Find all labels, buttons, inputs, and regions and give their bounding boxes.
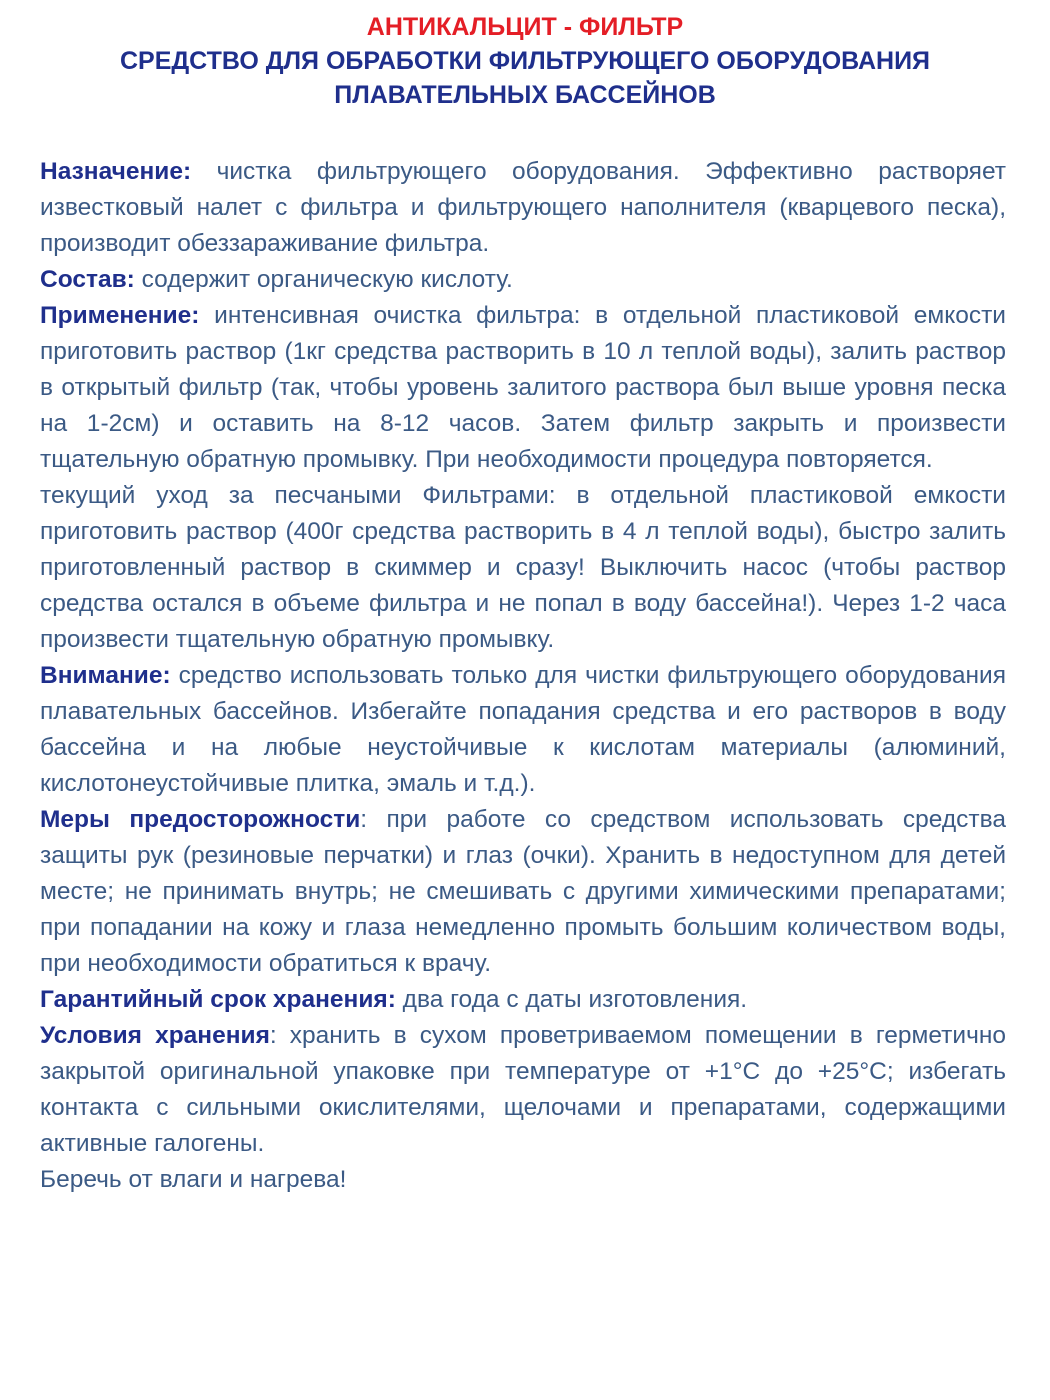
usage-text: интенсивная очистка фильтра: в отдельной пластиковой емкости приготовить раствор (1кг средства растворить в 10 л теплой воды), залить раствор в открытый фильтр (так, чтобы уровень залитого раствора был выше уровня песка на 1-2см) и оставить на 8-12 часов. Затем фильтр закрыть и произвести тщательную обратную промывку. При необходимости процедура повторяется. <box>40 302 1006 473</box>
usage-label: Применение: <box>40 302 200 329</box>
precautions-colon: : <box>360 806 368 833</box>
purpose-paragraph <box>40 154 1006 262</box>
storage-text: хранить в сухом проветриваемом помещении в герметично закрытой оригинальной упаковке при температуре от +1°С до +25°С; избегать контакта с сильными окислителями, щелочами и препаратами, содержащими активные галогены. <box>40 1022 1006 1157</box>
usage-paragraph <box>40 298 1006 478</box>
storage-note: Беречь от влаги и нагрева! <box>40 1166 347 1193</box>
warning-paragraph <box>40 658 1006 802</box>
warning-text: средство использовать только для чистки фильтрующего оборудования плавательных бассейнов. Избегайте попадания средства и его растворов в воду бассейна и на любые неустойчивые к кислотам материалы (алюминий, кислотонеустойчивые плитка, эмаль и т.д.). <box>40 662 1006 797</box>
storage-paragraph <box>40 1018 1006 1162</box>
product-subtitle-line-2: ПЛАВАТЕЛЬНЫХ БАССЕЙНОВ <box>334 81 716 109</box>
precautions-label: Меры предосторожности <box>40 806 361 833</box>
composition-label: Состав: <box>40 266 135 293</box>
shelf-life-paragraph <box>40 982 1006 1018</box>
product-title: АНТИКАЛЬЦИТ - ФИЛЬТР <box>366 13 684 41</box>
purpose-label: Назначение: <box>40 158 192 185</box>
composition-paragraph <box>40 262 1006 298</box>
composition-text: содержит органическую кислоту. <box>134 266 513 293</box>
purpose-text: чистка фильтрующего оборудования. Эффективно растворяет известковый налет с фильтра и фильтрующего наполнителя (кварцевого песка), производит обеззараживание фильтра. <box>40 158 1006 257</box>
shelf-life-text: два года с даты изготовления. <box>395 986 748 1013</box>
document-body <box>40 154 1006 1198</box>
precautions-text: при работе со средством использовать средства защиты рук (резиновые перчатки) и глаз (очки). Хранить в недоступном для детей месте; не принимать внутрь; не смешивать с другими химическими препаратами; при попадании на кожу и глаза немедленно промыть большим количеством воды, при необходимости обратиться к врачу. <box>40 806 1007 977</box>
precautions-paragraph <box>40 802 1006 982</box>
storage-label: Условия хранения <box>40 1022 270 1049</box>
shelf-life-label: Гарантийный срок хранения: <box>40 986 396 1013</box>
document-header <box>0 10 1050 112</box>
product-subtitle-line-1: СРЕДСТВО ДЛЯ ОБРАБОТКИ ФИЛЬТРУЮЩЕГО ОБОРУДОВАНИЯ <box>119 47 931 75</box>
usage-routine-paragraph: текущий уход за песчаными Фильтрами: в отдельной пластиковой емкости приготовить раствор (400г средства растворить в 4 л теплой воды), быстро залить приготовленный раствор в скиммер и сразу! Выключить насос (чтобы раствор средства остался в объеме фильтра и не попал в воду бассейна!). Через 1-2 часа произвести тщательную обратную промывку. <box>40 482 1006 653</box>
storage-colon: : <box>269 1022 277 1049</box>
warning-label: Внимание: <box>40 662 171 689</box>
